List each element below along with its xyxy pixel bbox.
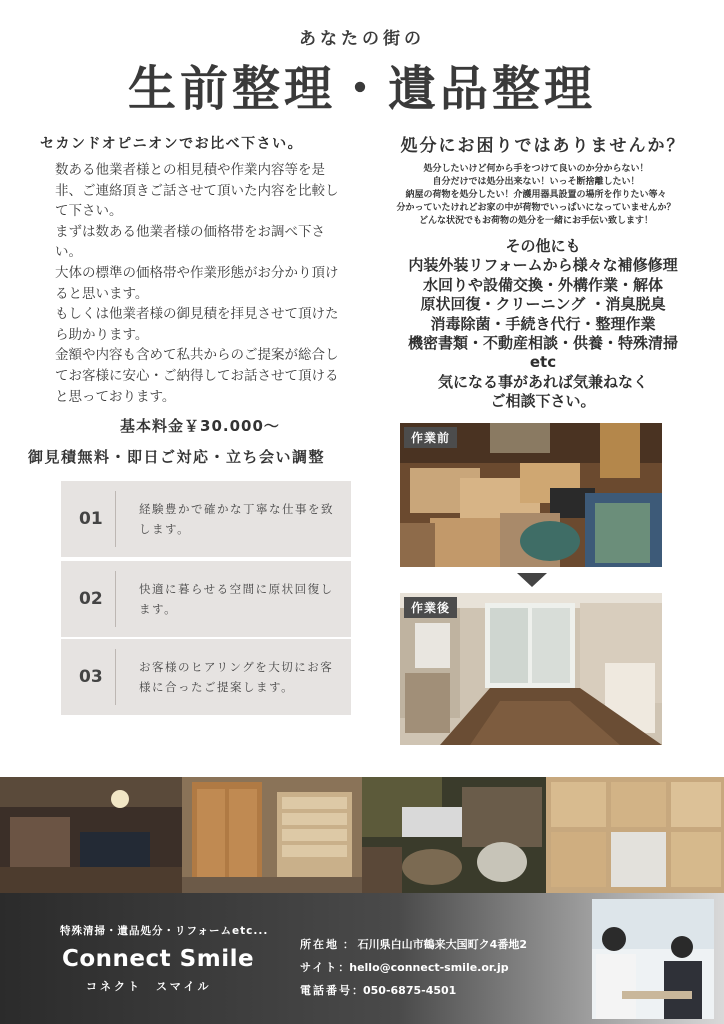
strip-photo-image: [0, 777, 182, 893]
feature-text: 経験豊かで確かな丁寧な仕事を致します。: [139, 502, 334, 536]
strip-photo: [0, 777, 182, 893]
feature-card-01: [61, 481, 351, 557]
right-sub-text: [348, 163, 724, 228]
staff-photo: [592, 899, 714, 1019]
after-photo: [400, 593, 662, 745]
right-heading: 処分にお困りではありませんか？: [400, 136, 686, 156]
service-line: 内装外装リフォームから様々な補修修理: [408, 256, 678, 275]
strip-photo: [182, 777, 362, 893]
estimate-line: 御見積無料・即日ご対応・立ち会い調整: [28, 448, 326, 466]
before-photo: [400, 423, 662, 567]
strip-photo-image: [362, 777, 546, 893]
address-row: 所在地 ： 石川県白山市鶴来大国町ク4番地2: [300, 938, 527, 951]
services-list: [368, 237, 718, 412]
photo-strip: [0, 777, 724, 893]
address-value: 石川県白山市鶴来大国町ク4番地2: [357, 938, 527, 951]
feature-divider: [115, 571, 116, 627]
after-label: 作業後: [404, 597, 457, 618]
service-line: その他にも: [505, 237, 581, 255]
footer-tagline: 特殊清掃・遺品処分・リフォームetc...: [60, 925, 269, 937]
sub-line: どんな状況でもお荷物の処分を一緒にお手伝い致します！: [418, 216, 653, 226]
service-line: 水回りや設備交換・外構作業・解体: [422, 275, 663, 294]
site-row: サイト：hello@connect-smile.or.jp: [300, 961, 509, 974]
strip-photo-image: [546, 777, 724, 893]
phone-value[interactable]: 050-6875-4501: [363, 984, 457, 997]
left-paragraph: まずは数ある他業者様の価格帯をお調べ下さい。: [55, 223, 325, 261]
feature-divider: [115, 649, 116, 705]
feature-number: 02: [79, 589, 103, 609]
contact-info: [300, 933, 527, 1002]
site-link[interactable]: hello@connect-smile.or.jp: [349, 961, 509, 974]
sub-line: 処分したいけど何から手をつけて良いのか分からない！: [423, 164, 649, 174]
service-line: 気になる事があれば気兼ねなく: [437, 372, 648, 391]
header-kicker: あなたの街の: [299, 29, 425, 49]
phone-label: 電話番号: [300, 984, 352, 997]
left-paragraph: もしくは他業者様の御見積を拝見させて頂けたら助かります。: [55, 306, 339, 343]
sub-line: 納屋の荷物を処分したい！介護用器具設置の場所を作りたい等々: [405, 190, 667, 200]
left-heading: セカンドオピニオンでお比べ下さい。: [40, 136, 304, 152]
service-line: 機密書類・不動産相談・供養・特殊清掃: [407, 334, 678, 353]
feature-number: 01: [79, 509, 103, 529]
strip-photo: [546, 777, 724, 893]
address-label: 所在地: [300, 938, 339, 951]
service-line: ご相談下さい。: [490, 392, 596, 411]
left-paragraph: 金額や内容も含めて私共からのご提案が総合してお客様に安心・ご納得してお話させて頂けると思っております。: [55, 347, 339, 405]
left-body: [55, 160, 340, 407]
service-line: 消毒除菌・手続き代行・整理作業: [430, 314, 656, 333]
feature-card-03: [61, 639, 351, 715]
staff-photo-image: [592, 899, 714, 1019]
left-paragraph: 大体の標準の価格帯や作業形態がお分かり頂けると思います。: [55, 264, 339, 302]
left-paragraph: 数ある他業者様との相見積や作業内容等を是非、ご連絡頂きご話させて頂いた内容を比較して下さい。: [55, 162, 339, 220]
arrow-down-icon: [517, 573, 547, 587]
base-price: 基本料金￥30.000～: [120, 417, 280, 435]
sub-line: 自分だけでは処分出来ない！いっそ断捨離したい！: [432, 177, 640, 187]
strip-photo: [362, 777, 546, 893]
brand-kana: コネクト スマイル: [86, 980, 212, 993]
feature-divider: [115, 491, 116, 547]
feature-text: 快適に暮らせる空間に原状回復します。: [139, 582, 334, 616]
service-line: etc: [529, 353, 557, 372]
before-label: 作業前: [404, 427, 457, 448]
feature-card-02: [61, 561, 351, 637]
sub-line: 分かっていたけれどお家の中が荷物でいっぱいになっていませんか？: [396, 203, 676, 213]
feature-number: 03: [79, 667, 103, 687]
page-title: 生前整理・遺品整理: [127, 61, 596, 117]
service-line: 原状回復・クリーニング ・消臭脱臭: [420, 295, 666, 314]
phone-row: 電話番号：050-6875-4501: [300, 984, 457, 997]
feature-text: お客様のヒアリングを大切にお客様に合ったご提案します。: [139, 660, 334, 694]
site-label: サイト: [300, 961, 339, 974]
strip-photo-image: [182, 777, 362, 893]
brand-name: Connect Smile: [62, 946, 255, 972]
